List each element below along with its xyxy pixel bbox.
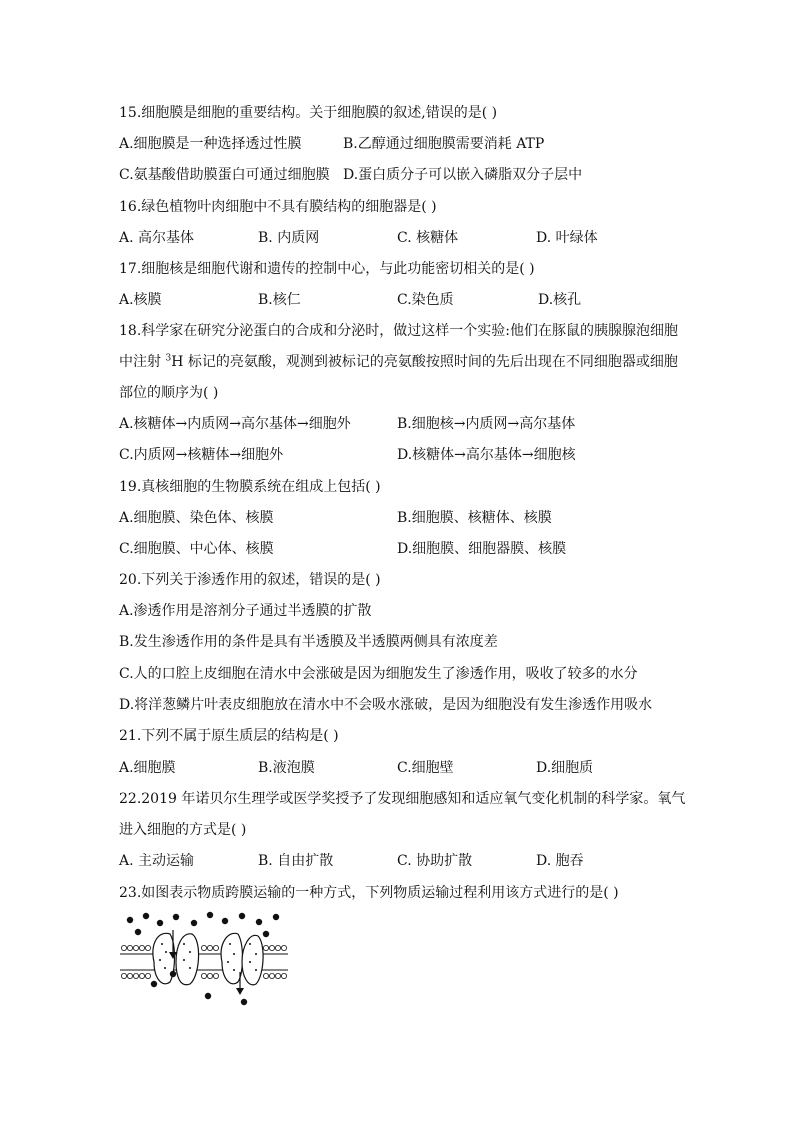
q22-stem-line2: 进入细胞的方式是( ) <box>119 822 247 838</box>
q19-option-b: B.细胞膜、核糖体、核膜 <box>397 510 552 526</box>
q20-option-b: B.发生渗透作用的条件是具有半透膜及半透膜两侧具有浓度差 <box>119 634 498 650</box>
q15-option-d: D.蛋白质分子可以嵌入磷脂双分子层中 <box>343 167 583 183</box>
q17-option-b: B.核仁 <box>258 292 301 308</box>
q21-option-d: D.细胞质 <box>536 760 594 776</box>
q22-option-a: A. 主动运输 <box>119 853 195 869</box>
q16-option-a: A. 高尔基体 <box>119 230 195 246</box>
q16-option-c: C. 核糖体 <box>397 230 459 246</box>
q17-stem: 17.细胞核是细胞代谢和遗传的控制中心，与此功能密切相关的是( ) <box>119 261 535 277</box>
q23-stem: 23.如图表示物质跨膜运输的一种方式，下列物质运输过程利用该方式进行的是( ) <box>119 885 619 901</box>
q22-stem-line1: 22.2019 年诺贝尔生理学或医学奖授予了发现细胞感知和适应氧气变化机制的科学家。氧气 <box>119 791 686 807</box>
q21-option-a: A.细胞膜 <box>119 760 176 776</box>
q19-stem: 19.真核细胞的生物膜系统在组成上包括( ) <box>119 479 381 495</box>
q18-option-a: A.核糖体→内质网→高尔基体→细胞外 <box>119 416 351 432</box>
q19-option-a: A.细胞膜、染色体、核膜 <box>119 510 274 526</box>
q19-option-c: C.细胞膜、中心体、核膜 <box>119 541 274 557</box>
q15-option-c: C.氨基酸借助膜蛋白可通过细胞膜 <box>119 167 330 183</box>
q18-stem-line2: 中注射 $^3$H 标记的亮氨酸，观测到被标记的亮氨酸按照时间的先后出现在不同细胞器或细胞 <box>119 353 678 370</box>
q21-option-b: B.液泡膜 <box>258 760 315 776</box>
q18-option-b: B.细胞核→内质网→高尔基体 <box>397 416 576 432</box>
q18-stem-line3: 部位的顺序为( ) <box>119 385 219 401</box>
q21-stem: 21.下列不属于原生质层的结构是( ) <box>119 728 339 744</box>
q22-option-d: D. 胞吞 <box>536 853 584 869</box>
membrane-transport-diagram <box>118 910 290 1010</box>
q17-option-d: D.核孔 <box>538 292 582 308</box>
q18-option-c: C.内质网→核糖体→细胞外 <box>119 447 284 463</box>
q20-option-c: C.人的口腔上皮细胞在清水中会涨破是因为细胞发生了渗透作用，吸收了较多的水分 <box>119 666 638 682</box>
q18-superscript: 3 <box>165 353 172 364</box>
q15-stem: 15.细胞膜是细胞的重要结构。关于细胞膜的叙述,错误的是( ) <box>119 105 498 121</box>
q21-option-c: C.细胞壁 <box>397 760 454 776</box>
q18-stem-line1: 18.科学家在研究分泌蛋白的合成和分泌时，做过这样一个实验:他们在豚鼠的胰腺腺泡细胞 <box>119 323 678 339</box>
q16-option-d: D. 叶绿体 <box>536 230 598 246</box>
q22-option-b: B. 自由扩散 <box>258 853 334 869</box>
q15-option-b: B.乙醇通过细胞膜需要消耗 ATP <box>343 136 545 152</box>
q20-option-d: D.将洋葱鳞片叶表皮细胞放在清水中不会吸水涨破，是因为细胞没有发生渗透作用吸水 <box>119 697 653 713</box>
q18-option-d: D.核糖体→高尔基体→细胞核 <box>397 447 576 463</box>
q17-option-c: C.染色质 <box>397 292 454 308</box>
q19-option-d: D.细胞膜、细胞器膜、核膜 <box>397 541 567 557</box>
q22-option-c: C. 协助扩散 <box>397 853 473 869</box>
q20-stem: 20.下列关于渗透作用的叙述，错误的是( ) <box>119 572 381 588</box>
q20-option-a: A.渗透作用是溶剂分子通过半透膜的扩散 <box>119 603 372 619</box>
q16-stem: 16.绿色植物叶肉细胞中不具有膜结构的细胞器是( ) <box>119 199 437 215</box>
q17-option-a: A.核膜 <box>119 292 162 308</box>
q16-option-b: B. 内质网 <box>258 230 320 246</box>
q15-option-a: A.细胞膜是一种选择透过性膜 <box>119 136 302 152</box>
